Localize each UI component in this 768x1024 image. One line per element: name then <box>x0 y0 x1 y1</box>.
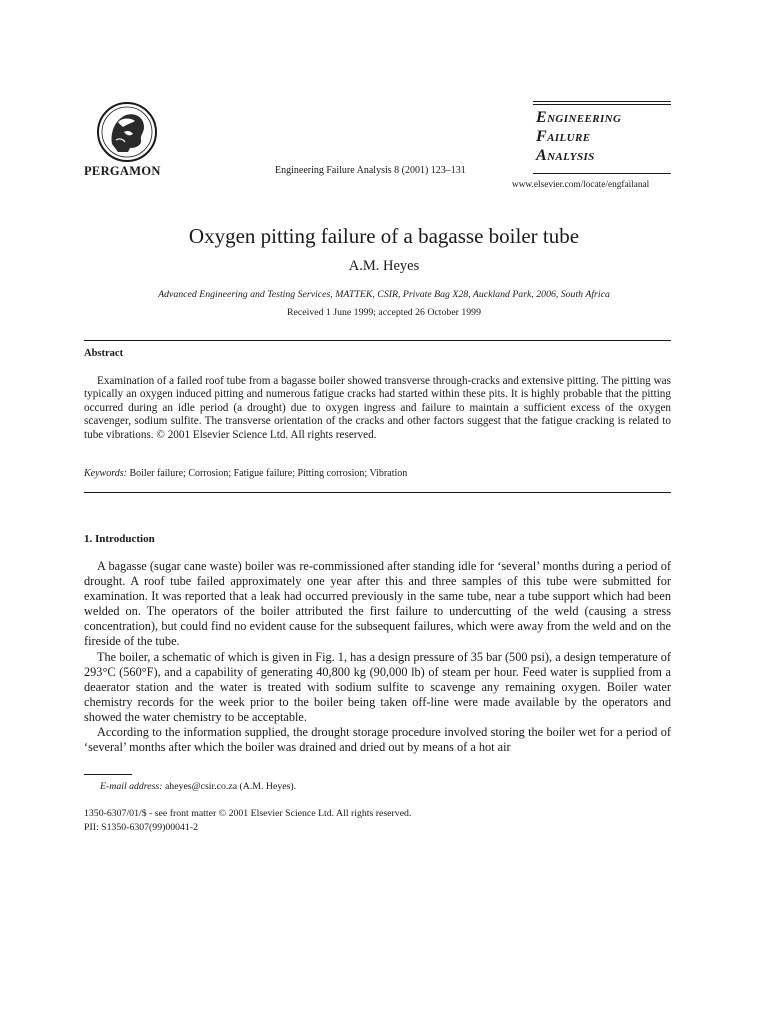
section-heading-introduction: 1. Introduction <box>84 533 155 545</box>
abstract-rule-bottom <box>84 492 671 493</box>
journal-title-line-2: Failure <box>536 128 591 145</box>
author-email <box>100 781 296 792</box>
keywords-label: Keywords: <box>84 468 127 479</box>
keywords <box>84 468 407 479</box>
author-affiliation: Advanced Engineering and Testing Services, MATTEK, CSIR, Private Bag X28, Auckland Park, 2006, South Africa <box>158 289 610 300</box>
email-address[interactable]: aheyes@csir.co.za (A.M. Heyes). <box>164 781 297 792</box>
paragraph: The boiler, a schematic of which is given in Fig. 1, has a design pressure of 35 bar (500 psi), a design temperature of 293°C (560°F), and a capability of generating 40,800 kg (90,000 lb) of steam per hour. Feed water is supplied from a deaerator station and the water is treated with sodium sulfite to scavenge any remaining oxygen. Boiler water chemistry records for the week prior to the boiler being taken off-line were made available by the operators and showed the water chemistry to be acceptable. <box>84 649 671 724</box>
paragraph: A bagasse (sugar cane waste) boiler was re-commissioned after standing idle for ‘several’ months during a period of drought. A roof tube failed approximately one year after this and three samples of this tube were submitted for examination. It was reported that a leak had occurred previously in the same tube, near a tube support which had been welded on. The operators of the boiler attributed the first failure to undercutting of the weld (causing a stress concentration), but could find no evident cause for the subsequent failures, which were away from the weld and on the fireside of the tube. <box>84 559 671 649</box>
introduction-body <box>84 559 671 755</box>
journal-title-line-1: Engineering <box>536 109 622 126</box>
pii-identifier: PII: S1350-6307(99)00041-2 <box>84 822 199 833</box>
journal-url[interactable]: www.elsevier.com/locate/engfailanal <box>512 180 650 190</box>
publisher-logo <box>94 100 160 164</box>
journal-citation: Engineering Failure Analysis 8 (2001) 123–131 <box>275 165 466 176</box>
journal-title <box>536 108 621 165</box>
footnote-rule <box>84 774 132 775</box>
received-dates: Received 1 June 1999; accepted 26 October 1999 <box>287 307 481 318</box>
copyright-notice: 1350-6307/01/$ - see front matter © 2001 Elsevier Science Ltd. All rights reserved. <box>84 808 412 819</box>
journal-title-rule-top-2 <box>533 104 671 105</box>
abstract-text: Examination of a failed roof tube from a bagasse boiler showed transverse through-cracks and extensive pitting. The pitting was typically an oxygen induced pitting and numerous fatigue cracks had started within these pits. It is highly probable that the pitting occurred during an idle period (a drought) due to oxygen ingress and failure to maintain a sufficient excess of the oxygen scavenger, sodium sulfite. The transverse orientation of the cracks and other factors suggest that the fatigue cracking is related to tube vibrations. © 2001 Elsevier Science Ltd. All rights reserved. <box>84 375 671 441</box>
journal-title-rule-top <box>533 101 671 102</box>
abstract-heading: Abstract <box>84 348 124 359</box>
journal-title-line-3: Analysis <box>536 147 595 164</box>
paragraph: According to the information supplied, the drought storage procedure involved storing the boiler wet for a period of ‘several’ months after which the boiler was drained and dried out by means of a hot air <box>84 725 671 755</box>
email-label: E-mail address: <box>100 781 163 792</box>
article-author: A.M. Heyes <box>348 258 420 274</box>
abstract-rule-top <box>84 340 671 341</box>
keywords-list: Boiler failure; Corrosion; Fatigue failure; Pitting corrosion; Vibration <box>129 468 408 479</box>
publisher-name: PERGAMON <box>84 164 161 178</box>
journal-title-rule-bottom <box>533 173 671 174</box>
article-title: Oxygen pitting failure of a bagasse boiler tube <box>188 224 580 248</box>
